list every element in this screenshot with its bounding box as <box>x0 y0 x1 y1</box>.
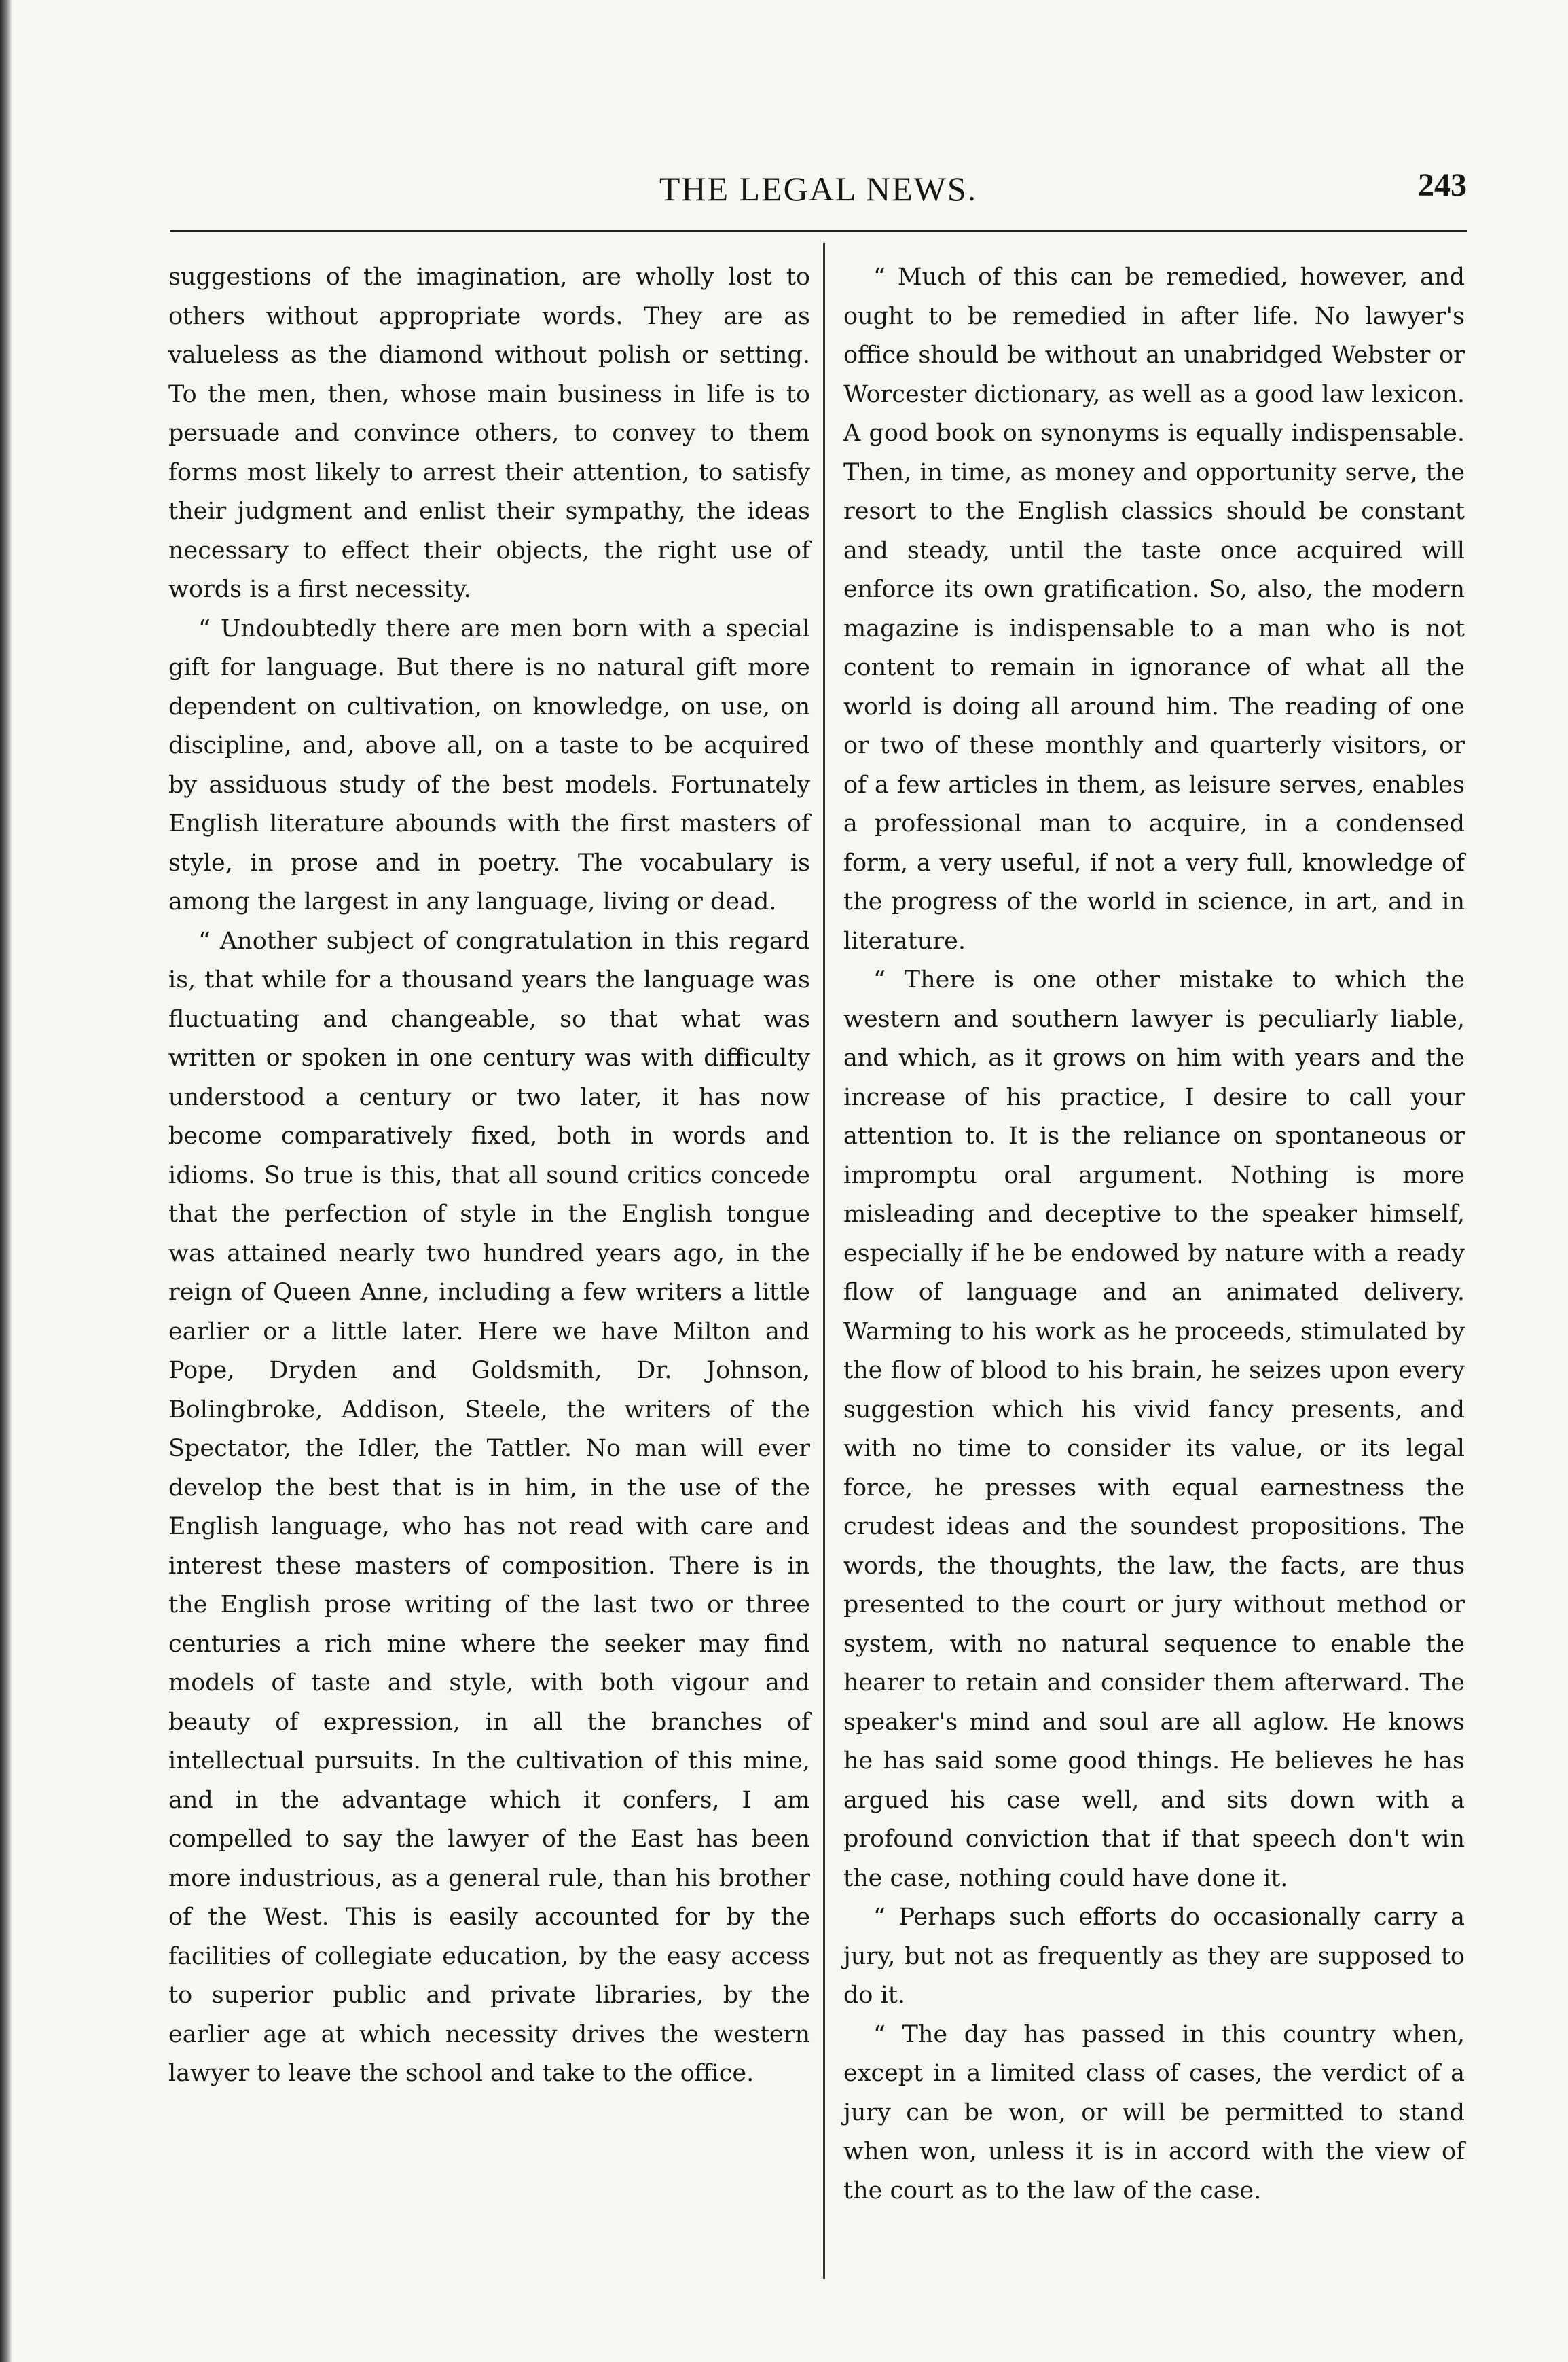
paragraph: suggestions of the imagination, are wholly lost to others without appropriate words. They are as valueless as the diamond without polish or setting. To the men, then, whose main business in life is to persuade and convince others, to convey to them forms most likely to arrest their attention, to satisfy their judgment and enlist their sympathy, the ideas necessary to effect their objects, the right use of words is a first necessity. <box>168 264 810 603</box>
column-divider <box>823 243 825 2279</box>
paragraph: “ Another subject of congratulation in this regard is, that while for a thousand years the language was fluctuating and changeable, so that what was written or spoken in one century was with difficulty understood a century or two later, it has now become comparatively fixed, both in words and idioms. So true is this, that all sound critics concede that the perfection of style in the English tongue was attained nearly two hundred years ago, in the reign of Queen Anne, including a few writers a little earlier or a little later. Here we have Milton and Pope, Dryden and Goldsmith, Dr. Johnson, Bolingbroke, Addison, Steele, the writers of the Spectator, the Idler, the Tattler. No man will ever develop the best that is in him, in the use of the English language, who has not read with care and interest these masters of composition. There is in the English prose writing of the last two or three centuries a rich mine where the seeker may find models of taste and style, with both vigour and beauty of expression, in all the branches of intellectual pursuits. In the cultivation of this mine, and in the advantage which it confers, I am compelled to say the lawyer of the East has been more industrious, as a general rule, than his brother of the West. This is easily accounted for by the facilities of collegiate education, by the easy access to superior public and private libraries, by the earlier age at which necessity drives the western lawyer to leave the school and take to the office. <box>168 927 810 2087</box>
journal-title: THE LEGAL NEWS. <box>659 170 978 208</box>
paragraph: “ Much of this can be remedied, however, and ought to be remedied in after life. No lawyer's office should be without an unabridged Webster or Worcester dictionary, as well as a good law lexicon. A good book on synonyms is equally indispensable. Then, in time, as money and opportunity serve, the resort to the English classics should be constant and steady, until the taste once acquired will enforce its own gratification. So, also, the modern magazine is indispensable to a man who is not content to remain in ignorance of what all the world is doing all around him. The reading of one or two of these monthly and quarterly visitors, or of a few articles in them, as leisure serves, enables a professional man to acquire, in a condensed form, a very useful, if not a very full, knowledge of the progress of the world in science, in art, and in literature. <box>843 264 1465 955</box>
page-number: 243 <box>1418 167 1467 203</box>
paragraph: “ Perhaps such efforts do occasionally carry a jury, but not as frequently as they are supposed to do it. <box>843 1904 1465 2009</box>
page-binding-edge <box>0 0 12 2362</box>
running-header <box>170 162 1467 216</box>
paragraph: “ The day has passed in this country when, except in a limited class of cases, the verdict of a jury can be won, or will be permitted to stand when won, unless it is in accord with the view of the court as to the law of the case. <box>843 2020 1465 2204</box>
header-rule <box>170 230 1467 232</box>
right-column <box>843 258 1465 2211</box>
paragraph: “ There is one other mistake to which the western and southern lawyer is peculiarly liable, and which, as it grows on him with years and the increase of his practice, I desire to call your attention to. It is the reliance on spontaneous or impromptu oral argument. Nothing is more misleading and deceptive to the speaker himself, especially if he be endowed by nature with a ready flow of language and an animated delivery. Warming to his work as he proceeds, stimulated by the flow of blood to his brain, he seizes upon every suggestion which his vivid fancy presents, and with no time to consider its value, or its legal force, he presses with equal earnestness the crudest ideas and the soundest propositions. The words, the thoughts, the law, the facts, are thus presented to the court or jury without method or system, with no natural sequence to enable the hearer to retain and consider them afterward. The speaker's mind and soul are all aglow. He knows he has said some good things. He believes he has argued his case well, and sits down with a profound conviction that if that speech don't win the case, nothing could have done it. <box>843 966 1465 1892</box>
left-column <box>168 258 810 2094</box>
paragraph: “ Undoubtedly there are men born with a special gift for language. But there is no natural gift more dependent on cultivation, on knowledge, on use, on discipline, and, above all, on a taste to be acquired by assiduous study of the best models. Fortunately English literature abounds with the first masters of style, in prose and in poetry. The vocabulary is among the largest in any language, living or dead. <box>168 615 810 915</box>
